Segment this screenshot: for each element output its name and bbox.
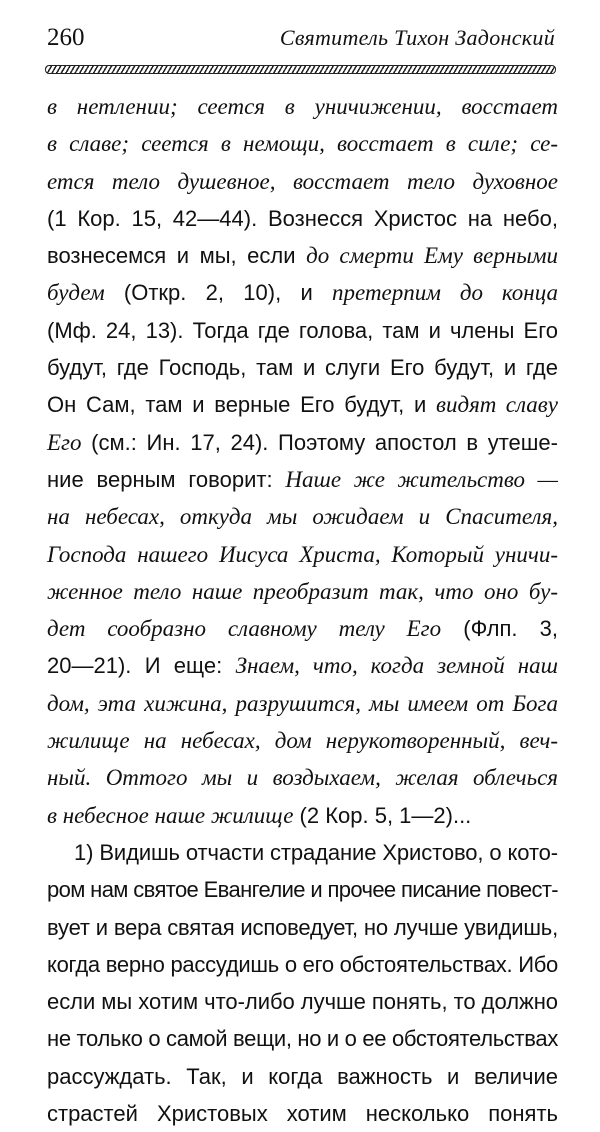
text-line (47, 1058, 558, 1095)
text-line (47, 1020, 558, 1057)
text-line-content (47, 647, 558, 684)
text-line (47, 200, 558, 237)
text-line-content (47, 163, 558, 200)
text-line-content (47, 685, 558, 722)
italic-quote-text: жилище на небесах, дом нерукотворенный, веч- (47, 728, 558, 754)
text-line (47, 722, 558, 759)
text-run: 20—21). И еще: (47, 653, 236, 679)
text-line-content (47, 610, 558, 647)
italic-quote-text: Наше же жительство — (285, 466, 558, 492)
text-run: (Мф. 24, 13). Тогда где голова, там и члены Его (47, 317, 558, 343)
text-run: когда верно рассудишь о его обстоятельствах. Ибо (47, 951, 559, 977)
italic-quote-text: ется тело душевное, восстает тело духовное (47, 168, 558, 194)
text-line (47, 647, 558, 684)
text-line (47, 797, 558, 834)
text-line-content (47, 274, 558, 311)
text-line (47, 871, 558, 908)
text-line-content (47, 200, 558, 237)
text-line (47, 386, 558, 423)
text-run: (1 Кор. 15, 42—44). Вознесся Христос на небо, (47, 205, 558, 231)
text-line (47, 946, 558, 983)
text-line (47, 461, 558, 498)
text-line-content (47, 461, 558, 498)
text-line-content (47, 125, 558, 162)
italic-quote-text: дет сообразно славному телу Его (47, 616, 442, 642)
italic-quote-text: в небесное наше жилище (47, 802, 294, 828)
text-line (47, 88, 558, 125)
italic-quote-text: женное тело наше преобразит так, что оно бу- (47, 578, 559, 604)
text-run: если мы хотим что-либо лучше понять, то должно (47, 989, 559, 1015)
running-header (47, 24, 555, 54)
text-line (47, 834, 558, 871)
text-line (47, 125, 558, 162)
text-line (47, 424, 558, 461)
text-line (47, 610, 558, 647)
italic-quote-text: ный. Оттого мы и воздыхаем, желая облечься (47, 765, 558, 791)
text-line (47, 274, 558, 311)
text-line-content (74, 834, 558, 871)
text-run: (Флп. 3, (441, 616, 558, 642)
italic-quote-text: претерпим до конца (332, 280, 558, 306)
text-run: 1) Видишь отчасти страдание Христово, о кото- (74, 839, 559, 865)
text-line-content (47, 386, 558, 423)
text-line-content (47, 88, 558, 125)
italic-quote-text: будем (47, 280, 105, 306)
text-line-content (47, 909, 558, 946)
text-line-content (47, 349, 558, 386)
text-line-content (47, 536, 558, 573)
italic-quote-text: Господа нашего Иисуса Христа, Который уничи- (47, 541, 558, 567)
text-line-content (47, 237, 558, 274)
text-line-content (47, 983, 558, 1020)
text-line-content (47, 759, 558, 796)
text-line-content (47, 424, 558, 461)
text-run: ром нам святое Евангелие и прочее писание повест- (47, 877, 558, 903)
text-line (47, 983, 558, 1020)
italic-quote-text: дом, эта хижина, разрушится, мы имеем от Бога (47, 690, 558, 716)
italic-quote-text: Его (47, 429, 82, 455)
text-line-content (47, 946, 558, 983)
text-line (47, 909, 558, 946)
text-line (47, 237, 558, 274)
text-line (47, 685, 558, 722)
text-line (47, 1095, 558, 1132)
italic-quote-text: видят славу (436, 392, 558, 418)
italic-quote-text: Знаем, что, когда земной наш (235, 653, 559, 679)
text-run: (2 Кор. 5, 1—2)... (293, 802, 472, 828)
text-run: рассуждать. Так, и когда важность и величие (47, 1063, 558, 1089)
text-line (47, 349, 558, 386)
text-line (47, 759, 558, 796)
text-run: (см.: Ин. 17, 24). Поэтому апостол в утеше- (81, 429, 558, 455)
text-line-content (47, 722, 558, 759)
text-line-content (47, 1020, 558, 1057)
italic-quote-text: в нетлении; сеется в уничижении, восстает (47, 94, 558, 119)
ornamental-rope-rule (45, 65, 556, 74)
text-line-content (47, 573, 558, 610)
text-line (47, 536, 558, 573)
text-run: вует и вера святая исповедует, но лучше увидишь, (47, 914, 559, 940)
italic-quote-text: в славе; сеется в немощи, восстает в силе; се- (47, 131, 559, 157)
running-title: Святитель Тихон Задонский (279, 25, 555, 50)
text-line (47, 573, 558, 610)
italic-quote-text: до смерти Ему верными (306, 243, 558, 269)
text-run: вознесемся и мы, если (47, 243, 307, 269)
page-number: 260 (47, 24, 85, 51)
italic-quote-text: на небесах, откуда мы ожидаем и Спасителя, (47, 504, 558, 530)
text-run: не только о самой вещи, но и о ее обстоятельствах (47, 1026, 558, 1052)
text-line (47, 163, 558, 200)
text-run: ние верным говорит: (47, 466, 286, 492)
text-line-content (47, 871, 558, 908)
text-line-content (47, 1095, 558, 1132)
text-run: (Откр. 2, 10), и (104, 280, 333, 306)
text-line-content (47, 498, 558, 535)
text-line (47, 498, 558, 535)
text-line-content (47, 797, 471, 834)
body-text (47, 88, 558, 1132)
text-run: Он Сам, там и верные Его будут, и (47, 392, 436, 418)
text-line-content (47, 312, 558, 349)
text-line-content (47, 1058, 558, 1095)
text-run: страстей Христовых хотим несколько понять (47, 1101, 558, 1127)
text-run: будут, где Господь, там и слуги Его будут, и где (47, 355, 559, 381)
text-line (47, 312, 558, 349)
